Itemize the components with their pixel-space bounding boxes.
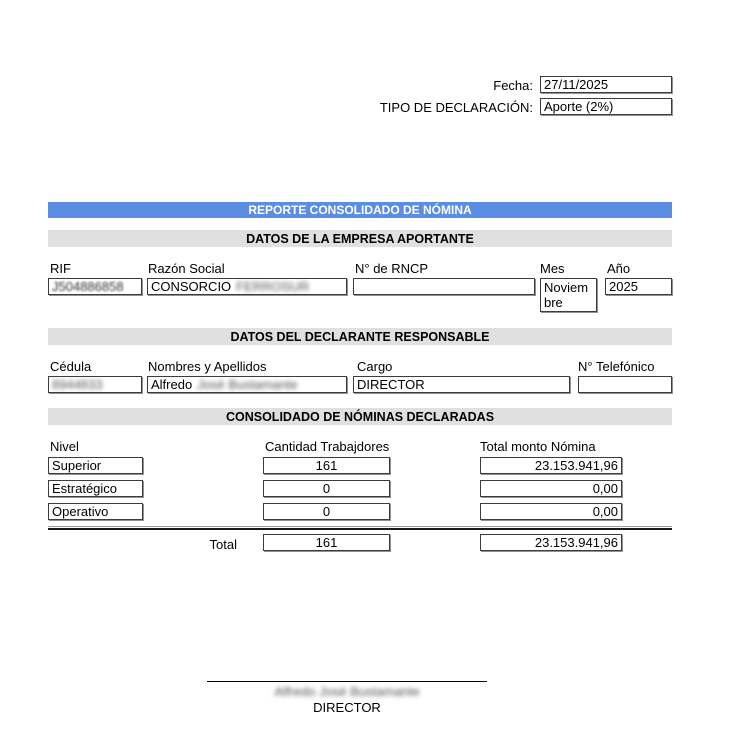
nombres-value: Alfredo [151,377,193,392]
signature-title: DIRECTOR [313,700,381,715]
fecha-value: 27/11/2025 [544,77,609,92]
total-cantidad-field[interactable] [263,534,390,551]
monto-field-superior[interactable] [480,457,622,474]
monto-field-operativo[interactable] [480,503,622,520]
section-header-declarante: DATOS DEL DECLARANTE RESPONSABLE [48,328,672,345]
cargo-label: Cargo [357,359,393,374]
signature-line [207,681,487,682]
rif-field[interactable] [48,278,142,295]
total-cantidad-value: 161 [315,535,338,550]
cantidad-field-operativo[interactable] [263,503,390,520]
fecha-label: Fecha: [493,78,533,93]
nombres-field[interactable] [147,376,347,393]
mes-value: Noviembre [544,280,589,310]
tipo-declaracion-value: Aporte (2%) [544,99,614,114]
total-label: Total [209,537,237,552]
razon-social-field[interactable] [147,278,347,295]
total-monto-field[interactable] [480,534,622,551]
totals-separator [48,526,672,530]
section-header-consolidado: CONSOLIDADO DE NÓMINAS DECLARADAS [48,408,672,425]
fecha-field[interactable] [540,76,672,93]
rncp-label: N° de RNCP [355,261,429,276]
rif-label: RIF [50,261,71,276]
column-header-nivel: Nivel [50,439,79,454]
cargo-field[interactable] [353,376,570,393]
razon-social-value: CONSORCIO [151,279,232,294]
nivel-field-operativo[interactable] [48,503,143,520]
cantidad-value: 0 [322,504,331,519]
signature-name: Alfredo José Bustamante [274,684,420,699]
nombres-label: Nombres y Apellidos [148,359,267,374]
report-title-bar: REPORTE CONSOLIDADO DE NÓMINA [48,202,672,218]
mes-label: Mes [540,261,565,276]
nivel-value: Superior [52,458,102,473]
cantidad-value: 0 [322,481,331,496]
cantidad-field-estrategico[interactable] [263,480,390,497]
nivel-value: Operativo [52,504,109,519]
column-header-monto: Total monto Nómina [480,439,596,454]
nivel-field-superior[interactable] [48,457,143,474]
cedula-field[interactable] [48,376,142,393]
telefono-label: N° Telefónico [578,359,655,374]
ano-field[interactable] [605,278,672,295]
monto-value: 0,00 [592,504,618,519]
column-header-cantidad: Cantidad Trabajdores [265,439,390,454]
cantidad-field-superior[interactable] [263,457,390,474]
monto-value: 23.153.941,96 [534,458,618,473]
tipo-declaracion-field[interactable] [540,98,672,115]
razon-social-value-redacted: FERROSUR [236,279,310,294]
mes-field[interactable] [540,278,597,312]
section-header-empresa: DATOS DE LA EMPRESA APORTANTE [48,230,672,247]
ano-value: 2025 [609,279,638,294]
cantidad-value: 161 [315,458,338,473]
nombres-value-redacted: José Bustamante [197,377,298,392]
monto-value: 0,00 [592,481,618,496]
cargo-value: DIRECTOR [357,377,425,392]
total-monto-value: 23.153.941,96 [534,535,618,550]
nivel-value: Estratégico [52,481,118,496]
rncp-field[interactable] [353,278,535,295]
cedula-label: Cédula [50,359,92,374]
rif-value: J504886858 [52,279,124,294]
monto-field-estrategico[interactable] [480,480,622,497]
telefono-field[interactable] [578,376,672,393]
nivel-field-estrategico[interactable] [48,480,143,497]
ano-label: Año [607,261,631,276]
cedula-value: 8944833 [52,377,103,392]
tipo-declaracion-label: TIPO DE DECLARACIÓN: [379,100,533,115]
razon-social-label: Razón Social [148,261,225,276]
